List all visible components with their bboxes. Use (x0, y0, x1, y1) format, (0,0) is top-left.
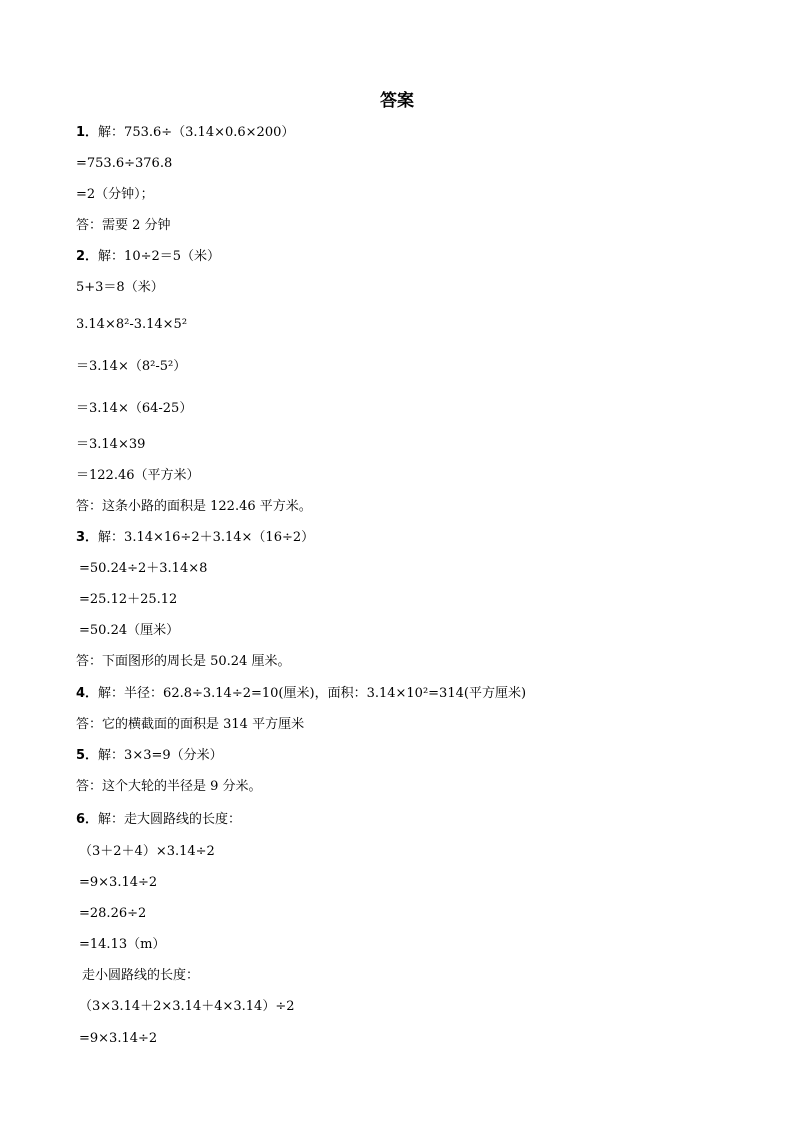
answer-line (76, 279, 164, 297)
question-number: 2． (76, 249, 99, 264)
answer-line (76, 747, 223, 765)
question-number: 6． (76, 812, 99, 827)
answer-line (76, 529, 314, 547)
answer-line (76, 124, 294, 142)
answer-line (76, 467, 200, 485)
answer-line (76, 436, 145, 454)
answer-line (76, 316, 187, 334)
page-title: 答案 (380, 91, 414, 111)
line-text: 答：需要 2 分钟 (76, 218, 171, 233)
line-text: =753.6÷376.8 (76, 156, 173, 171)
answer-line (76, 498, 312, 516)
line-text: 走小圆路线的长度： (82, 968, 200, 983)
line-text: ＝122.46（平方米） (76, 468, 200, 483)
answer-line (79, 936, 165, 954)
answer-line (76, 811, 241, 829)
answer-line (79, 998, 295, 1016)
question-number: 4． (76, 686, 99, 701)
line-text: =50.24（厘米） (79, 623, 180, 638)
line-text: =9×3.14÷2 (79, 875, 158, 890)
line-text: 解：3.14×16÷2＋3.14×（16÷2） (98, 530, 315, 545)
line-text: 解：10÷2＝5（米） (98, 249, 221, 264)
question-number: 1． (76, 125, 99, 140)
line-text: ＝3.14×（64-25） (76, 401, 193, 416)
line-text: 答：这个大轮的半径是 9 分米。 (76, 779, 262, 794)
answer-line (76, 653, 290, 671)
answer-line (76, 716, 304, 734)
line-text: 答：它的横截面的面积是 314 平方厘米 (76, 717, 305, 732)
answer-line (79, 591, 177, 609)
line-text: 答：这条小路的面积是 122.46 平方米。 (76, 499, 312, 514)
answer-line (79, 622, 179, 640)
line-text: 解：3×3=9（分米） (98, 748, 223, 763)
answer-line (76, 778, 262, 796)
line-text: =9×3.14÷2 (79, 1031, 158, 1046)
answer-line (76, 186, 154, 204)
answer-line (82, 967, 199, 985)
question-number: 3． (76, 530, 99, 545)
line-text: ＝3.14×（8²-5²） (76, 359, 187, 374)
answer-line (76, 217, 171, 235)
line-text: =25.12＋25.12 (79, 592, 178, 607)
line-text: （3＋2＋4）×3.14÷2 (79, 844, 215, 859)
line-text: 解：753.6÷（3.14×0.6×200） (98, 125, 295, 140)
answer-line (76, 358, 186, 376)
answer-line (76, 155, 172, 173)
line-text: 解：半径：62.8÷3.14÷2=10(厘米)，面积：3.14×10²=314(平方厘米) (98, 686, 527, 701)
answer-line (76, 685, 526, 703)
line-text: =50.24÷2＋3.14×8 (79, 561, 208, 576)
line-text: ＝3.14×39 (76, 437, 146, 452)
line-text: 解：走大圆路线的长度： (98, 812, 242, 827)
line-text: 5+3＝8（米） (76, 280, 164, 295)
answer-line (79, 843, 215, 861)
line-text: =2（分钟）； (76, 187, 154, 202)
answer-line (79, 874, 157, 892)
answer-line (79, 905, 146, 923)
line-text: =28.26÷2 (79, 906, 147, 921)
line-text: =14.13（m） (79, 937, 166, 952)
answer-line (76, 400, 192, 418)
answer-line (76, 248, 220, 266)
line-text: 3.14×8²-3.14×5² (76, 317, 188, 332)
line-text: 答：下面图形的周长是 50.24 厘米。 (76, 654, 291, 669)
line-text: （3×3.14＋2×3.14＋4×3.14）÷2 (79, 999, 295, 1014)
question-number: 5． (76, 748, 99, 763)
answer-line (79, 1030, 157, 1048)
answer-line (79, 560, 207, 578)
